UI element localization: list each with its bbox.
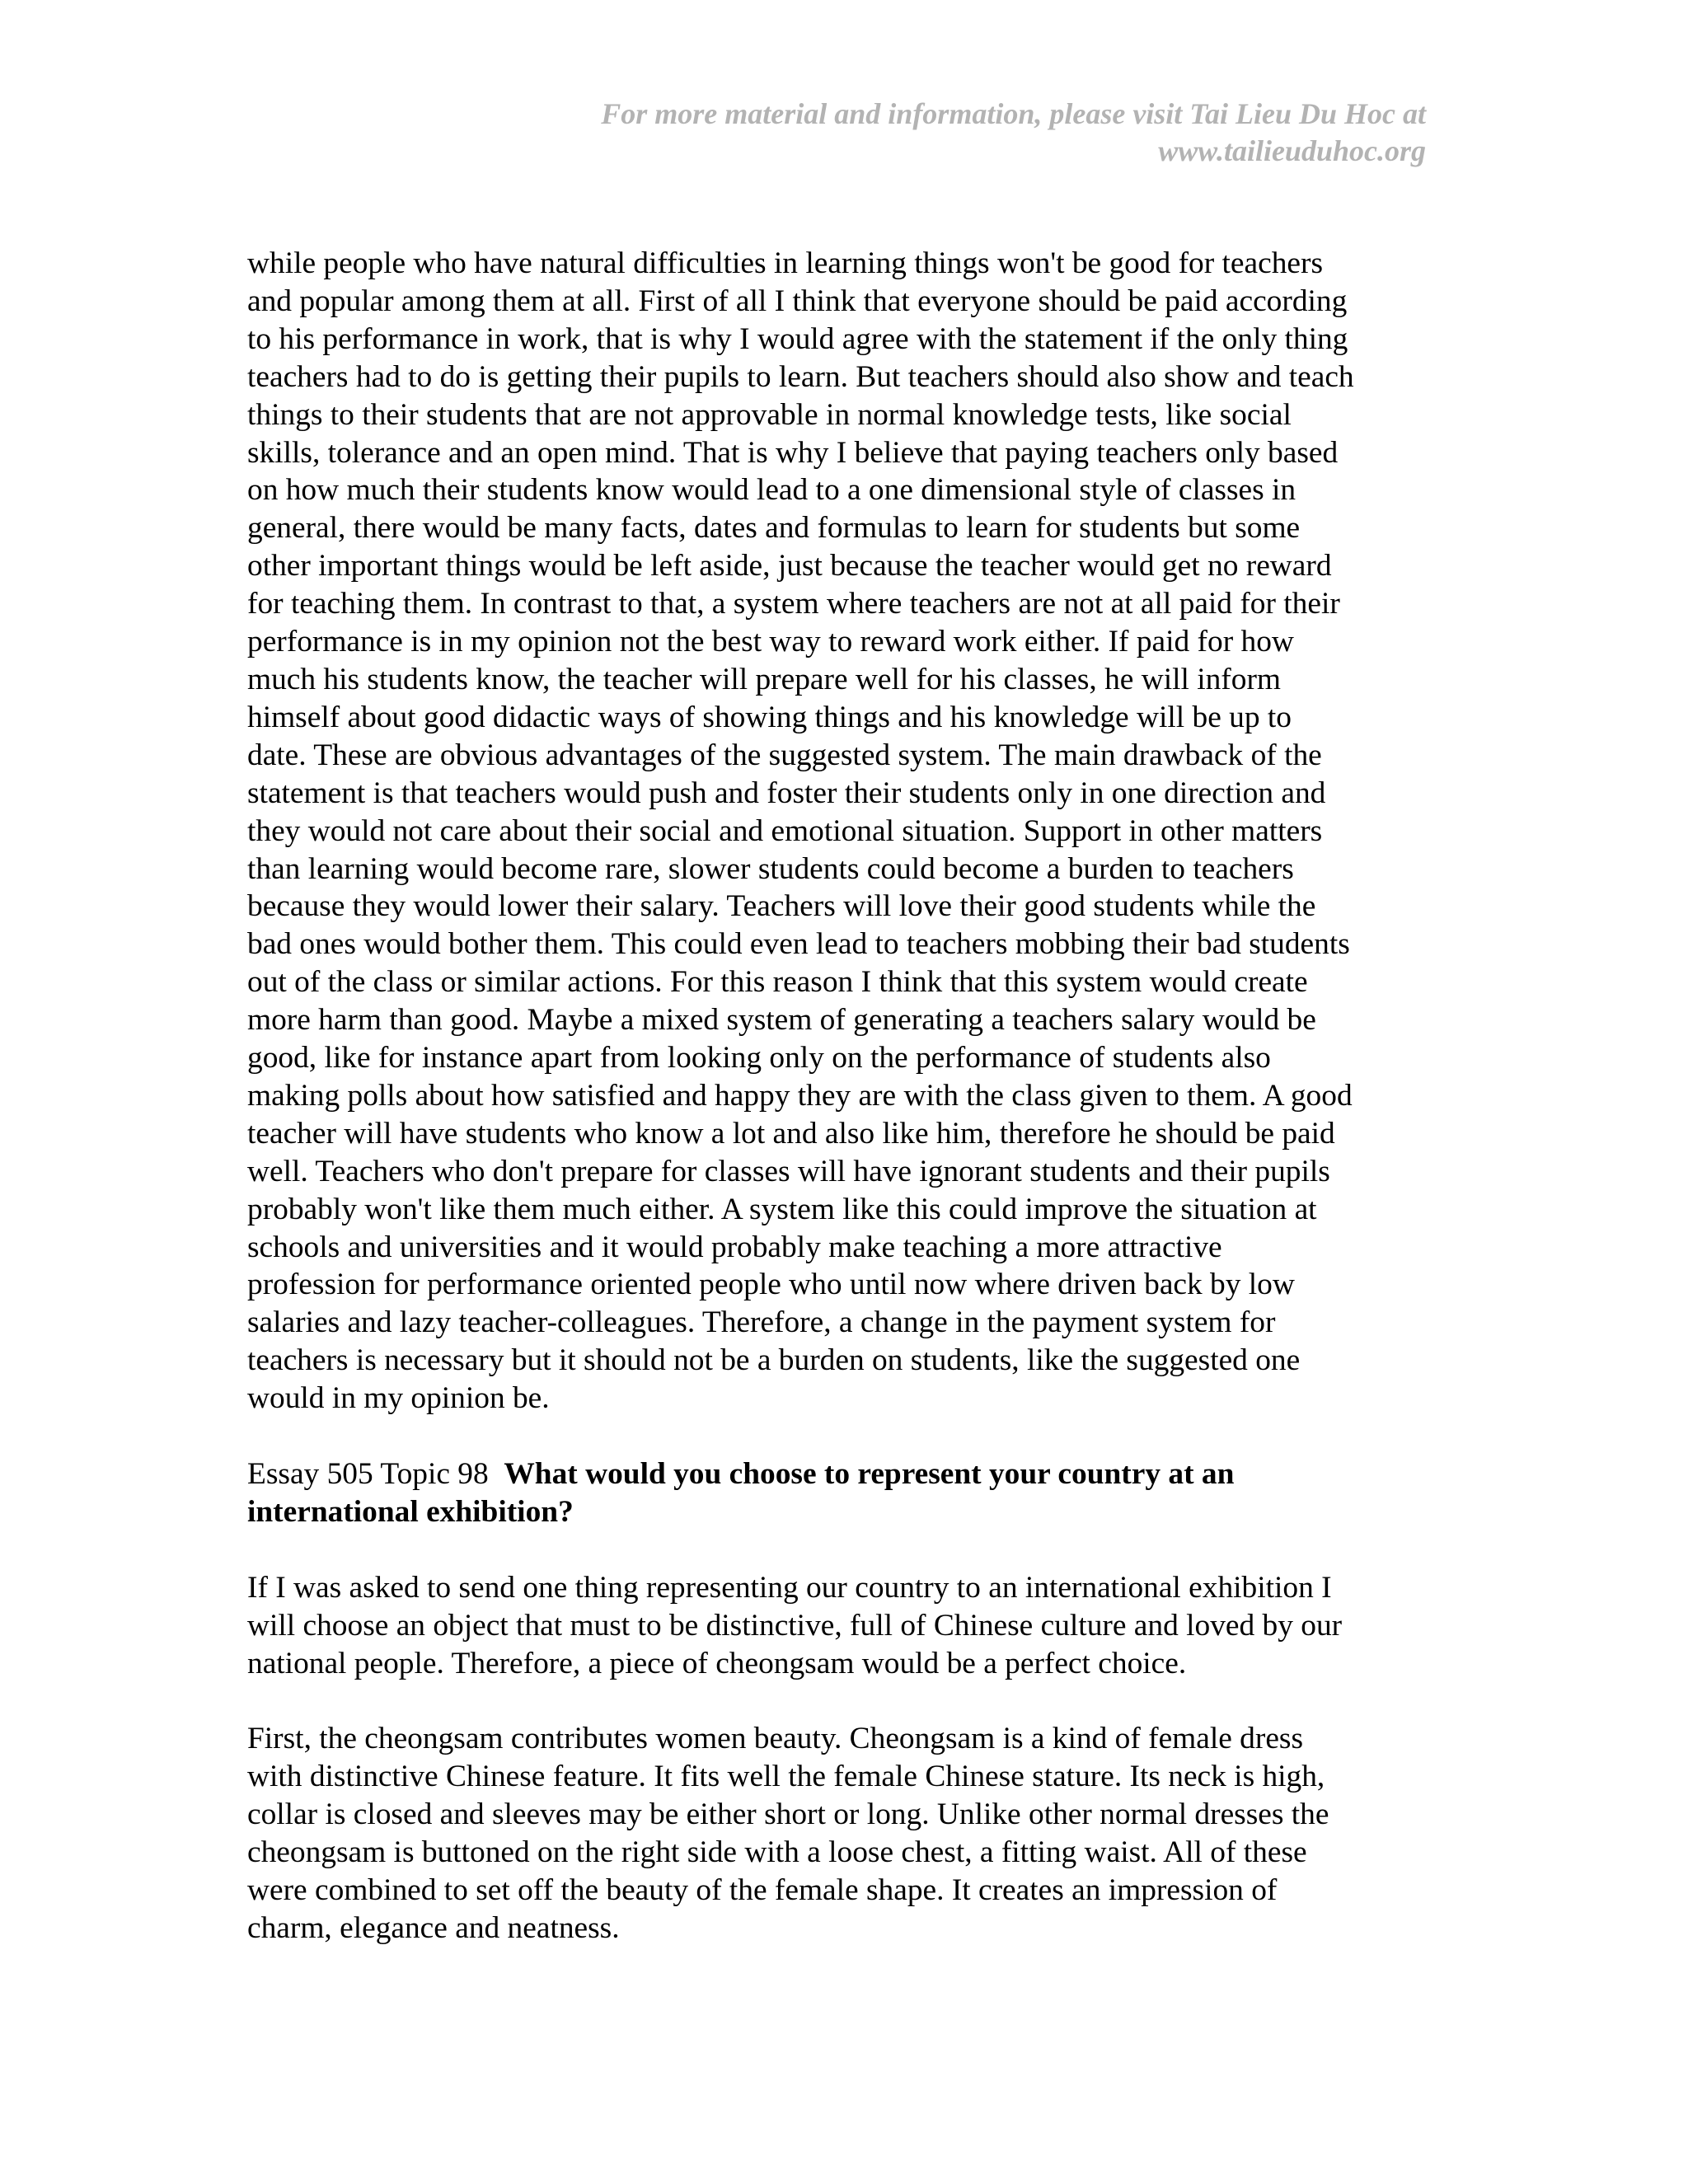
text-line: teachers is necessary but it should not be a burden on students, like the suggested one xyxy=(247,1343,1301,1378)
header-line-2: www.tailieuduhoc.org xyxy=(1158,134,1426,167)
text-line: performance is in my opinion not the best way to reward work either. If paid for how xyxy=(247,625,1294,659)
essay-label: Essay 505 Topic 98 xyxy=(247,1456,489,1491)
text-line: cheongsam is buttoned on the right side with a loose chest, a fitting waist. All of these xyxy=(247,1835,1307,1870)
text-line: they would not care about their social and emotional situation. Support in other matters xyxy=(247,813,1323,848)
text-line: more harm than good. Maybe a mixed system of generating a teachers salary would be xyxy=(247,1003,1316,1038)
text-line: bad ones would bother them. This could even lead to teachers mobbing their bad students xyxy=(247,927,1350,962)
text-line: skills, tolerance and an open mind. That is why I believe that paying teachers only based xyxy=(247,435,1339,470)
text-line: making polls about how satisfied and happy they are with the class given to them. A good xyxy=(247,1078,1353,1113)
text-line: If I was asked to send one thing representing our country to an international exhibition I xyxy=(247,1570,1332,1605)
text-line: First, the cheongsam contributes women beauty. Cheongsam is a kind of female dress xyxy=(247,1722,1304,1756)
text-line: good, like for instance apart from looking only on the performance of students also xyxy=(247,1041,1271,1076)
text-line: national people. Therefore, a piece of cheongsam would be a perfect choice. xyxy=(247,1646,1187,1680)
text-line: to his performance in work, that is why I would agree with the statement if the only thing xyxy=(247,321,1348,356)
text-line: salaries and lazy teacher-colleagues. Therefore, a change in the payment system for xyxy=(247,1305,1276,1340)
text-line: schools and universities and it would probably make teaching a more attractive xyxy=(247,1230,1222,1264)
text-line: probably won't like them much either. A system like this could improve the situation at xyxy=(247,1192,1317,1226)
text-line: things to their students that are not approvable in normal knowledge tests, like social xyxy=(247,397,1292,432)
text-line: would in my opinion be. xyxy=(247,1381,550,1416)
essay-title-continued: international exhibition? xyxy=(247,1494,574,1529)
essay-heading xyxy=(247,1455,1434,1531)
text-line: teacher will have students who know a lot and also like him, therefore he should be paid xyxy=(247,1116,1335,1151)
text-line: general, there would be many facts, dates and formulas to learn for students but some xyxy=(247,511,1301,546)
text-line: while people who have natural difficulties in learning things won't be good for teachers xyxy=(247,246,1324,280)
text-line: and popular among them at all. First of all I think that everyone should be paid according xyxy=(247,284,1348,318)
text-line: profession for performance oriented people who until now where driven back by low xyxy=(247,1268,1295,1302)
paragraph-1 xyxy=(247,245,1434,1418)
text-line: out of the class or similar actions. For this reason I think that this system would create xyxy=(247,965,1308,1000)
text-line: on how much their students know would lead to a one dimensional style of classes in xyxy=(247,473,1296,508)
paragraph-2 xyxy=(247,1569,1434,1683)
text-line: will choose an object that must to be distinctive, full of Chinese culture and loved by our xyxy=(247,1608,1343,1643)
text-line: charm, elegance and neatness. xyxy=(247,1910,620,1945)
text-line: with distinctive Chinese feature. It fits well the female Chinese stature. Its neck is high, xyxy=(247,1760,1325,1794)
text-line: collar is closed and sleeves may be either short or long. Unlike other normal dresses the xyxy=(247,1797,1329,1832)
paragraph-3 xyxy=(247,1720,1434,1947)
essay-heading-line-1 xyxy=(247,1455,1434,1493)
text-line: other important things would be left aside, just because the teacher would get no reward xyxy=(247,549,1332,583)
header-line-1: For more material and information, please visit Tai Lieu Du Hoc at xyxy=(601,97,1426,130)
text-line: because they would lower their salary. Teachers will love their good students while the xyxy=(247,889,1316,924)
text-line: much his students know, the teacher will prepare well for his classes, he will inform xyxy=(247,662,1281,696)
text-line: date. These are obvious advantages of the suggested system. The main drawback of the xyxy=(247,738,1322,772)
text-line: than learning would become rare, slower students could become a burden to teachers xyxy=(247,851,1294,886)
text-line: teachers had to do is getting their pupils to learn. But teachers should also show and teach xyxy=(247,359,1354,394)
document-body xyxy=(247,245,1434,1947)
text-line: well. Teachers who don't prepare for classes will have ignorant students and their pupils xyxy=(247,1154,1330,1188)
text-line: for teaching them. In contrast to that, a system where teachers are not at all paid for their xyxy=(247,587,1340,621)
text-line: were combined to set off the beauty of the female shape. It creates an impression of xyxy=(247,1872,1278,1907)
text-line: statement is that teachers would push and foster their students only in one direction and xyxy=(247,776,1326,810)
essay-title: What would you choose to represent your country at an xyxy=(504,1456,1235,1491)
text-line: himself about good didactic ways of showing things and his knowledge will be up to xyxy=(247,700,1292,734)
page-header xyxy=(354,96,1426,170)
